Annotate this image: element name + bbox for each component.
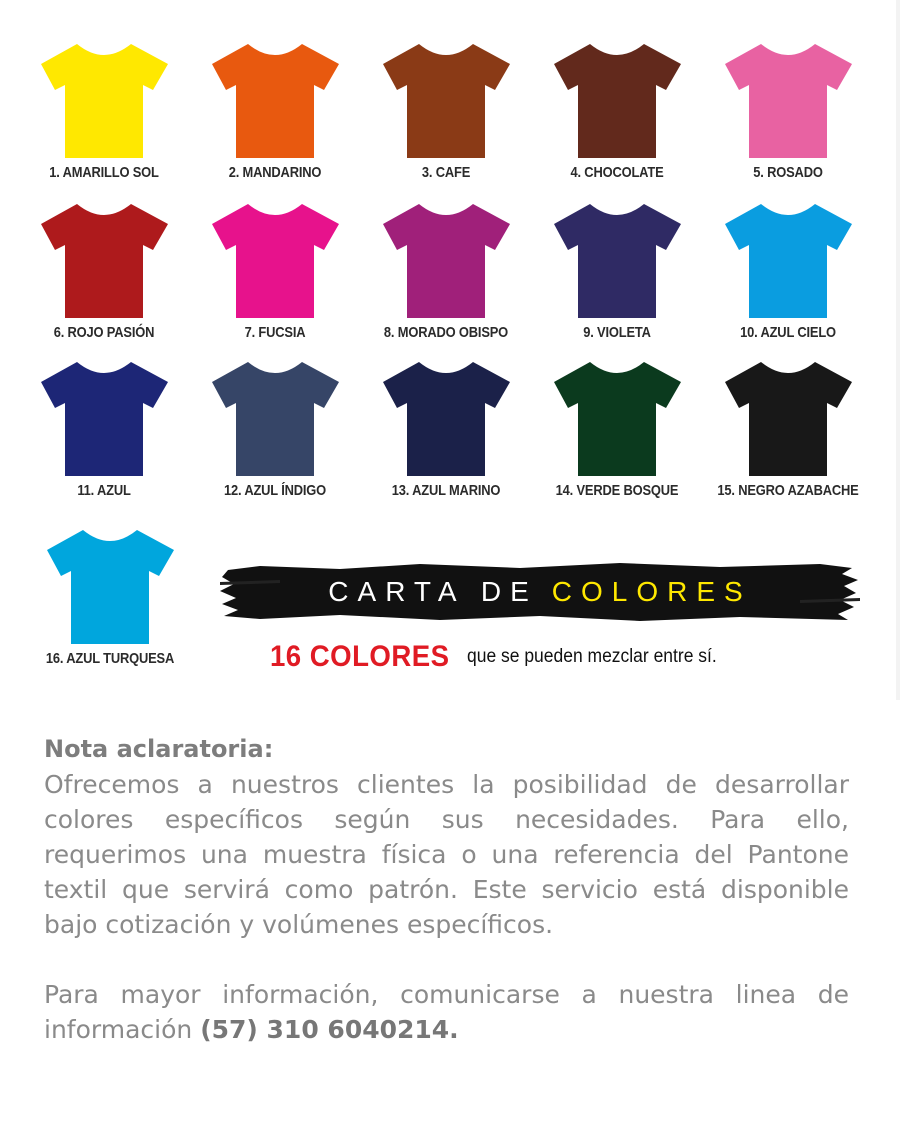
shirt-swatch	[18, 362, 190, 512]
note-paragraph: Ofrecemos a nuestros clientes la posibilidad de desarrollar colores específicos según sus necesidades. Para ello, requerimos una muestra física o una referencia del Pantone textil que servirá como patrón. Este servicio está disponible bajo cotización y volúmenes específicos.	[44, 770, 849, 939]
t-shirt-icon	[41, 362, 168, 476]
colors-count: 16 COLORES	[270, 640, 450, 673]
shirt-swatch	[18, 44, 190, 194]
shirt-label: 5. ROSADO	[753, 164, 823, 181]
shirt-swatch	[18, 204, 190, 354]
t-shirt-icon	[41, 204, 168, 318]
t-shirt-icon	[47, 530, 174, 644]
chart-title	[220, 560, 860, 624]
note-heading: Nota aclaratoria:	[44, 735, 274, 763]
shirt-swatch	[360, 204, 532, 354]
shirt-swatch	[702, 204, 874, 354]
t-shirt-icon	[725, 362, 852, 476]
t-shirt-icon	[383, 362, 510, 476]
shirt-label: 16. AZUL TURQUESA	[45, 650, 175, 667]
shirt-swatch	[189, 204, 361, 354]
phone-number[interactable]: (57) 310 6040214.	[200, 1015, 459, 1044]
title-part1: CARTA DE	[328, 576, 538, 607]
shirt-swatch	[189, 44, 361, 194]
shirt-label: 15. NEGRO AZABACHE	[717, 482, 859, 499]
shirt-label: 10. AZUL CIELO	[740, 324, 836, 341]
shirt-label: 4. CHOCOLATE	[570, 164, 664, 181]
clarification-note	[44, 732, 849, 1047]
shirt-swatch	[531, 362, 703, 512]
shirt-swatch	[360, 362, 532, 512]
shirt-label: 6. ROJO PASIÓN	[53, 324, 155, 341]
shirt-label: 7. FUCSIA	[244, 324, 306, 341]
t-shirt-icon	[554, 204, 681, 318]
subtitle	[270, 640, 870, 674]
shirt-label: 12. AZUL ÍNDIGO	[223, 482, 327, 499]
shirt-label: 14. VERDE BOSQUE	[555, 482, 679, 499]
t-shirt-icon	[554, 44, 681, 158]
t-shirt-icon	[383, 44, 510, 158]
title-part2: COLORES	[551, 576, 752, 607]
shirt-swatch	[189, 362, 361, 512]
shirt-label: 1. AMARILLO SOL	[49, 164, 159, 181]
shirt-swatch	[360, 44, 532, 194]
shirt-swatch	[531, 44, 703, 194]
shirt-label: 11. AZUL	[77, 482, 131, 499]
t-shirt-icon	[41, 44, 168, 158]
shirt-label: 13. AZUL MARINO	[391, 482, 501, 499]
shirt-swatch	[702, 362, 874, 512]
t-shirt-icon	[212, 44, 339, 158]
page-edge	[896, 0, 900, 700]
subtitle-text: que se pueden mezclar entre sí.	[467, 646, 717, 667]
shirt-label: 3. CAFE	[421, 164, 471, 181]
t-shirt-icon	[212, 362, 339, 476]
contact-paragraph	[44, 977, 849, 1047]
shirt-label: 2. MANDARINO	[228, 164, 322, 181]
shirt-swatch	[531, 204, 703, 354]
shirt-swatch	[702, 44, 874, 194]
shirt-label: 8. MORADO OBISPO	[383, 324, 509, 341]
t-shirt-icon	[383, 204, 510, 318]
t-shirt-icon	[554, 362, 681, 476]
t-shirt-icon	[725, 44, 852, 158]
contact-text: Para mayor información, comunicarse a nuestra linea de información	[44, 980, 849, 1044]
t-shirt-icon	[212, 204, 339, 318]
shirt-label: 9. VIOLETA	[583, 324, 651, 341]
shirt-swatch	[24, 530, 196, 680]
t-shirt-icon	[725, 204, 852, 318]
